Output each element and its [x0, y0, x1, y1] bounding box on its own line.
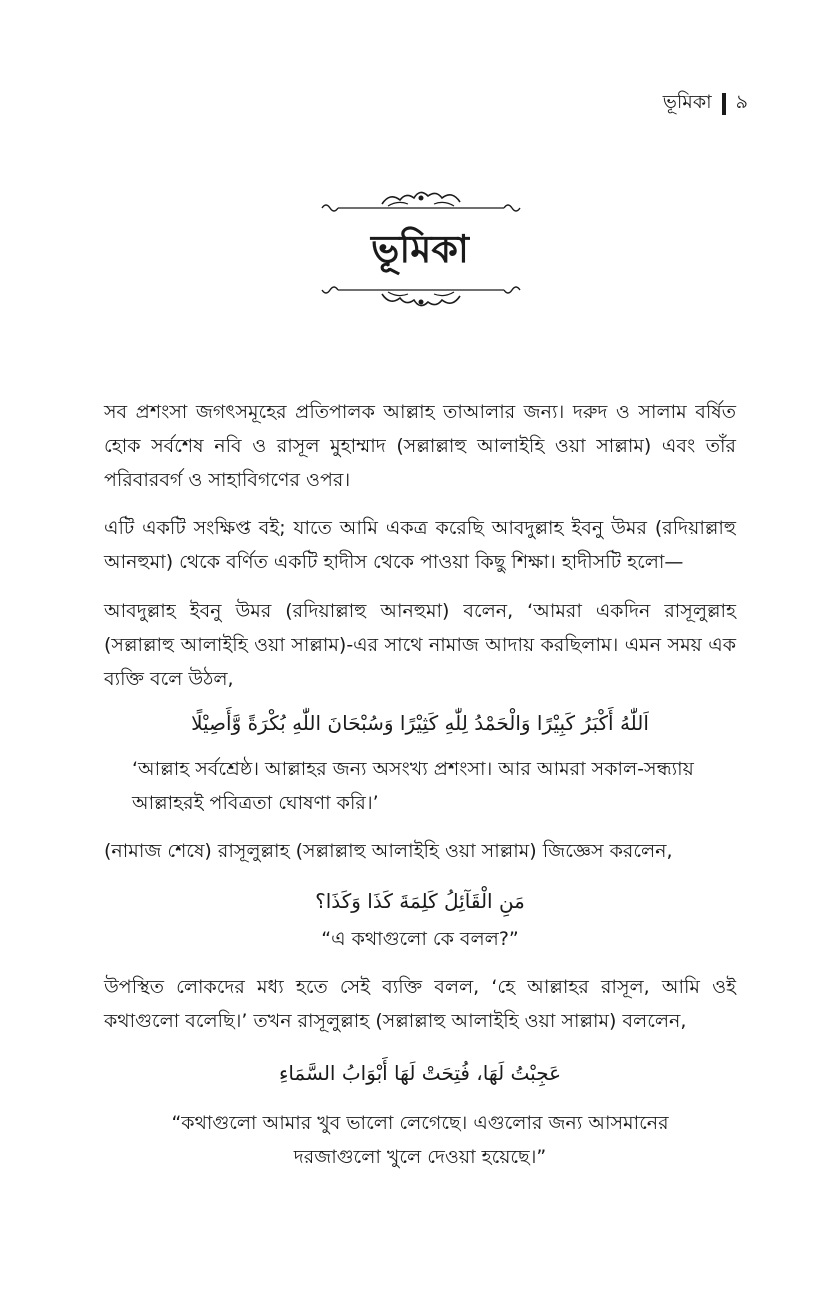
- running-header-title: ভূমিকা: [662, 91, 712, 113]
- paragraph-introduction: এটি একটি সংক্ষিপ্ত বই; যাতে আমি একত্র করেছি আবদুল্লাহ ইবনু উমর (রদিয়াল্লাহু আনহুমা) থেকে বর্ণিত একটি হাদীস থেকে পাওয়া কিছু শিক্ষা। হাদীসটি হলো—: [104, 517, 736, 573]
- translation-dhikr: ‘আল্লাহ সর্বশ্রেষ্ঠ। আল্লাহর জন্য অসংখ্য প্রশংসা। আর আমরা সকাল-সন্ধ্যায় আল্লাহরই পবিত্রতা ঘোষণা করি।’: [132, 758, 694, 814]
- translation-prophet-reply-line2: দরজাগুলো খুলে দেওয়া হয়েছে।”: [293, 1146, 547, 1168]
- chapter-title: ভূমিকা: [371, 227, 469, 271]
- top-ornament-icon: [318, 190, 524, 216]
- header-separator: [722, 93, 726, 115]
- arabic-prophet-reply: عَجِبْتُ لَهَا، فُتِحَتْ لَهَا أَبْوَابُ السَّمَاءِ: [278, 1061, 562, 1085]
- translation-prophet-reply-line1: “কথাগুলো আমার খুব ভালো লেগেছে। এগুলোর জন্য আসমানের: [171, 1112, 669, 1134]
- paragraph-prophet-question: (নামাজ শেষে) রাসূলুল্লাহ (সল্লাল্লাহু আলাইহি ওয়া সাল্লাম) জিজ্ঞেস করলেন,: [104, 840, 673, 862]
- running-header: [663, 88, 748, 120]
- translation-question: “এ কথাগুলো কে বলল?”: [321, 928, 519, 950]
- arabic-dhikr: اَللّٰهُ أَكْبَرُ كَبِيْرًا وَالْحَمْدُ لِلّٰهِ كَثِيْرًا وَسُبْحَانَ اللّٰهِ بُكْرَةً وَّأَصِيْلًا: [191, 711, 649, 735]
- paragraph-praise: সব প্রশংসা জগৎসমূহের প্রতিপালক আল্লাহ তাআলার জন্য। দরুদ ও সালাম বর্ষিত হোক সর্বশেষ নবি ও রাসূল মুহাম্মাদ (সল্লাল্লাহু আলাইহি ওয়া সাল্লাম) এবং তাঁর পরিবারবর্গ ও সাহাবিগণের ওপর।: [104, 401, 736, 491]
- paragraph-man-reply: উপস্থিত লোকদের মধ্য হতে সেই ব্যক্তি বলল, ‘হে আল্লাহর রাসূল, আমি ওই কথাগুলো বলেছি।’ তখন রাসূলুল্লাহ (সল্লাল্লাহু আলাইহি ওয়া সাল্লাম) বললেন,: [104, 976, 736, 1032]
- page-number: ৯: [735, 91, 748, 113]
- paragraph-hadith-narration: আবদুল্লাহ ইবনু উমর (রদিয়াল্লাহু আনহুমা) বলেন, ‘আমরা একদিন রাসূলুল্লাহ (সল্লাল্লাহু আলাইহি ওয়া সাল্লাম)-এর সাথে নামাজ আদায় করছিলাম। এমন সময় এক ব্যক্তি বলে উঠল,: [104, 600, 736, 690]
- arabic-question: مَنِ الْقَآئِلُ كَلِمَةَ كَذَا وَكَذَا؟: [315, 889, 525, 913]
- bottom-ornament-icon: [318, 282, 524, 308]
